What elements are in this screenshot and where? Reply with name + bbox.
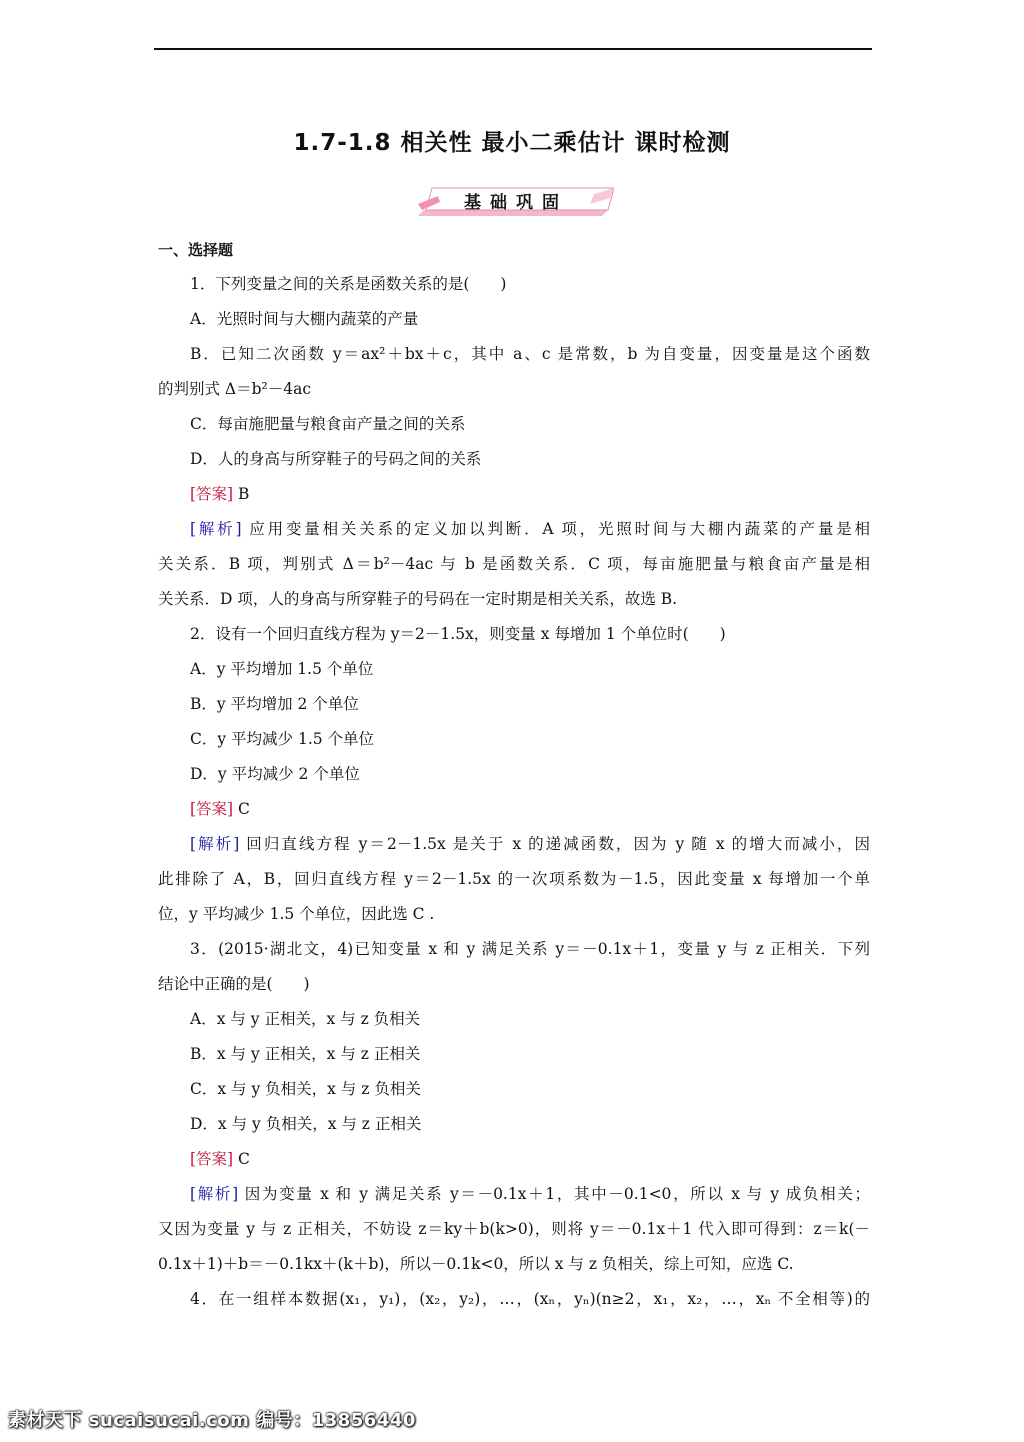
text-line bbox=[190, 272, 870, 296]
watermark: 素材天下 sucaisucai.com 编号：13856440 bbox=[8, 1410, 416, 1431]
line-text: 0.1x＋1)＋b＝－0.1kx＋(k＋b)，所以－0.1k<0，所以 x 与 z 负相关，综上可知，应选 C. bbox=[158, 1255, 794, 1273]
line-text: 又因为变量 y 与 z 正相关，不妨设 z＝ky＋b(k>0)，则将 y＝－0.1x＋1 代入即可得到：z＝k(－ bbox=[158, 1220, 870, 1238]
explanation-tag: [解析] bbox=[190, 1185, 239, 1203]
banner-label: 基础巩固 bbox=[464, 193, 568, 213]
explanation-line bbox=[190, 517, 870, 541]
text-line bbox=[158, 902, 870, 926]
text-line bbox=[190, 1077, 870, 1101]
text-line bbox=[190, 412, 870, 436]
line-text: 应用变量相关关系的定义加以判断．A 项，光照时间与大棚内蔬菜的产量是相 bbox=[241, 520, 870, 538]
explanation-tag: [解析] bbox=[190, 835, 240, 853]
line-text: 3．(2015·湖北文，4)已知变量 x 和 y 满足关系 y＝－0.1x＋1，变量 y 与 z 正相关．下列 bbox=[190, 940, 870, 958]
section-banner bbox=[418, 184, 614, 218]
text-line bbox=[190, 727, 870, 751]
text-line bbox=[190, 692, 870, 716]
text-line bbox=[190, 1042, 870, 1066]
line-text: A．x 与 y 正相关，x 与 z 负相关 bbox=[190, 1010, 421, 1028]
line-text: C bbox=[233, 800, 250, 818]
text-line bbox=[190, 1112, 870, 1136]
text-line bbox=[158, 377, 870, 401]
line-text: B．x 与 y 正相关，x 与 z 正相关 bbox=[190, 1045, 421, 1063]
text-line bbox=[158, 972, 870, 996]
line-text: 因为变量 x 和 y 满足关系 y＝－0.1x＋1，其中－0.1<0，所以 x 与 y 成负相关； bbox=[238, 1185, 870, 1203]
text-line bbox=[190, 342, 870, 366]
answer-tag: [答案] bbox=[190, 485, 234, 503]
text-line bbox=[190, 937, 870, 961]
explanation-line bbox=[190, 1182, 870, 1206]
page-title: 1.7-1.8 相关性 最小二乘估计 课时检测 bbox=[293, 130, 731, 156]
text-line bbox=[190, 307, 870, 331]
line-text: C．x 与 y 负相关，x 与 z 负相关 bbox=[190, 1080, 421, 1098]
line-text: 2．设有一个回归直线方程为 y＝2－1.5x，则变量 x 每增加 1 个单位时( ) bbox=[190, 625, 726, 643]
line-text: 回归直线方程 y＝2－1.5x 是关于 x 的递减函数，因为 y 随 x 的增大而减小，因 bbox=[239, 835, 870, 853]
text-line bbox=[158, 1252, 870, 1276]
answer-tag: [答案] bbox=[190, 800, 234, 818]
answer-tag: [答案] bbox=[190, 1150, 234, 1168]
line-text: 的判别式 Δ＝b²－4ac bbox=[158, 380, 312, 398]
answer-line bbox=[190, 797, 870, 821]
text-line bbox=[190, 447, 870, 471]
explanation-tag: [解析] bbox=[190, 520, 242, 538]
text-line bbox=[190, 622, 870, 646]
line-text: A．光照时间与大棚内蔬菜的产量 bbox=[190, 310, 419, 328]
text-line bbox=[158, 587, 870, 611]
text-line bbox=[158, 1217, 870, 1241]
section-heading: 一、选择题 bbox=[158, 241, 234, 259]
line-text: 关关系．B 项，判别式 Δ＝b²－4ac 与 b 是函数关系．C 项，每亩施肥量与粮食亩产量是相 bbox=[158, 555, 870, 573]
line-text: D．x 与 y 负相关，x 与 z 正相关 bbox=[190, 1115, 422, 1133]
text-line bbox=[190, 1007, 870, 1031]
line-text: B．y 平均增加 2 个单位 bbox=[190, 695, 359, 713]
answer-line bbox=[190, 1147, 870, 1171]
line-text: D．人的身高与所穿鞋子的号码之间的关系 bbox=[190, 450, 482, 468]
line-text: D．y 平均减少 2 个单位 bbox=[190, 765, 360, 783]
line-text: C．y 平均减少 1.5 个单位 bbox=[190, 730, 375, 748]
line-text: A．y 平均增加 1.5 个单位 bbox=[190, 660, 374, 678]
line-text: 此排除了 A，B，回归直线方程 y＝2－1.5x 的一次项系数为－1.5，因此变量 x 每增加一个单 bbox=[158, 870, 870, 888]
line-text: 位，y 平均减少 1.5 个单位，因此选 C . bbox=[158, 905, 435, 923]
line-text: 1．下列变量之间的关系是函数关系的是( ) bbox=[190, 275, 507, 293]
text-line bbox=[158, 867, 870, 891]
explanation-line bbox=[190, 832, 870, 856]
text-line bbox=[190, 657, 870, 681]
line-text: 关关系．D 项，人的身高与所穿鞋子的号码在一定时期是相关关系，故选 B. bbox=[158, 590, 678, 608]
line-text: C．每亩施肥量与粮食亩产量之间的关系 bbox=[190, 415, 466, 433]
line-text: 结论中正确的是( ) bbox=[158, 975, 310, 993]
line-text: 4．在一组样本数据(x₁，y₁)，(x₂，y₂)，…，(xₙ，yₙ)(n≥2，x₁，x₂，…，xₙ 不全相等)的 bbox=[190, 1290, 870, 1308]
line-text: B bbox=[233, 485, 250, 503]
line-text: C bbox=[233, 1150, 250, 1168]
line-text: B．已知二次函数 y＝ax²＋bx＋c，其中 a、c 是常数，b 为自变量，因变量是这个函数 bbox=[190, 345, 870, 363]
text-line bbox=[190, 1287, 870, 1311]
text-line bbox=[190, 762, 870, 786]
top-rule bbox=[154, 48, 872, 50]
text-line bbox=[158, 552, 870, 576]
answer-line bbox=[190, 482, 870, 506]
